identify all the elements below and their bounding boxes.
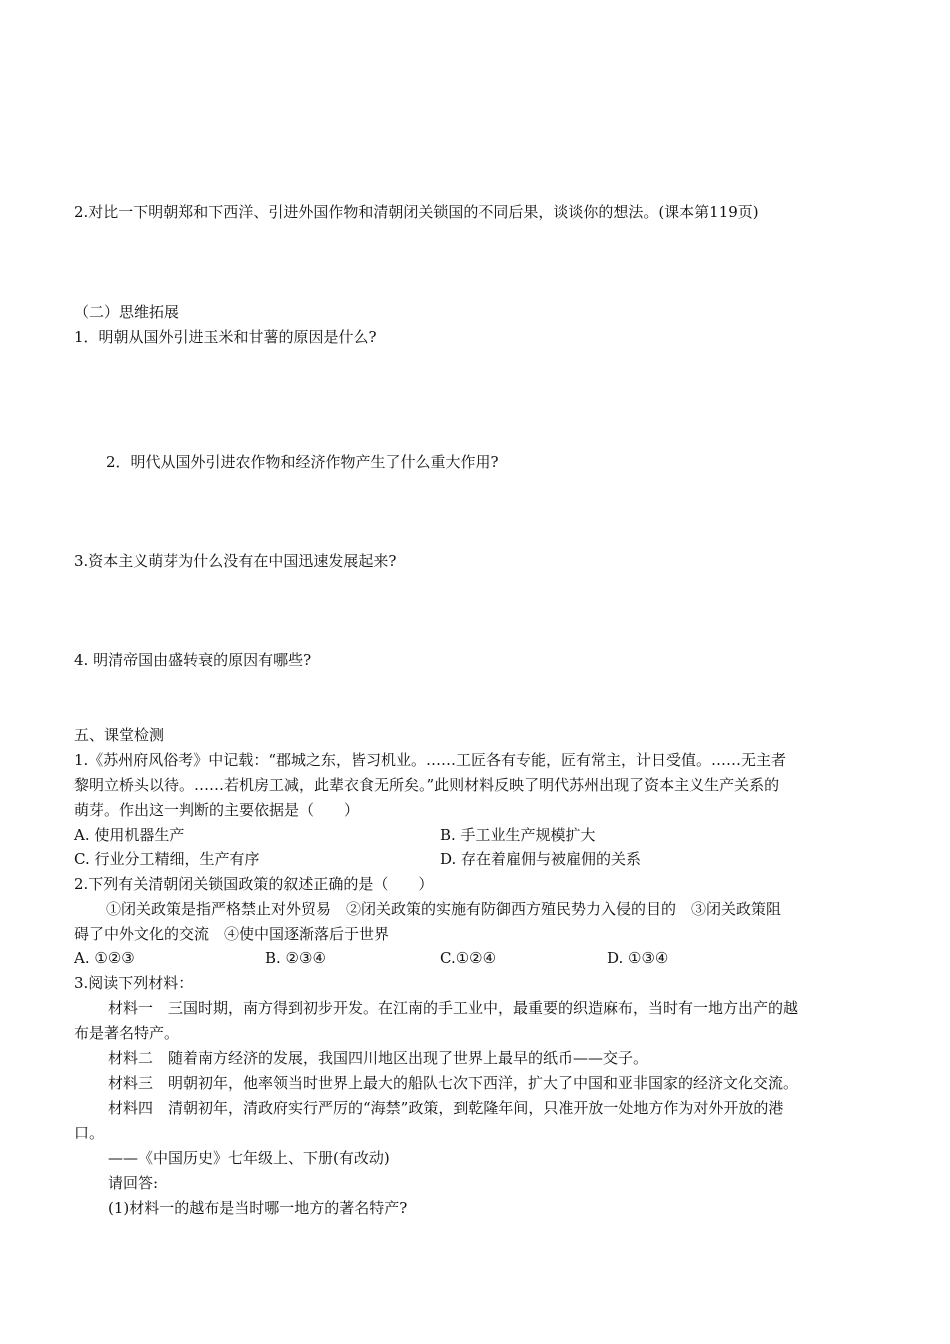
test-q2-items-line2: 碍了中外文化的交流 ④使中国逐渐落后于世界 (74, 925, 390, 943)
test-q1-option-a: A. 使用机器生产 (74, 826, 185, 844)
test-heading: 五、课堂检测 (74, 726, 165, 744)
extension-question-3: 3.资本主义萌芽为什么没有在中国迅速发展起来? (74, 552, 397, 570)
test-q3-source: ——《中国历史》七年级上、下册(有改动) (108, 1149, 390, 1167)
test-q1-option-b: B. 手工业生产规模扩大 (440, 826, 596, 844)
test-q1-option-c: C. 行业分工精细，生产有序 (74, 850, 260, 868)
test-q3-material-2: 材料二 随着南方经济的发展，我国四川地区出现了世界上最早的纸币——交子。 (108, 1049, 649, 1067)
reflection-question-2: 2.对比一下明朝郑和下西洋、引进外国作物和清朝闭关锁国的不同后果，谈谈你的想法。(课本第119页) (74, 203, 759, 221)
test-q1-stem-line3: 萌芽。作出这一判断的主要依据是（ ） (74, 801, 360, 819)
test-q3-material-1-line1: 材料一 三国时期，南方得到初步开发。在江南的手工业中，最重要的织造麻布，当时有一地方出产的越 (108, 999, 799, 1017)
test-q3-stem: 3.阅读下列材料： (74, 974, 194, 992)
extension-question-1: 1．明朝从国外引进玉米和甘薯的原因是什么? (74, 328, 377, 346)
extension-question-2: 2．明代从国外引进农作物和经济作物产生了什么重大作用? (106, 453, 499, 471)
test-q3-prompt: 请回答: (108, 1174, 159, 1192)
test-q3-material-1-line2: 布是著名特产。 (74, 1024, 180, 1042)
test-q2-option-d: D. ①③④ (607, 949, 669, 967)
test-q2-option-a: A. ①②③ (74, 949, 135, 967)
test-q2-option-b: B. ②③④ (265, 949, 326, 967)
test-q2-option-c: C.①②④ (440, 949, 497, 967)
test-q2-stem: 2.下列有关清朝闭关锁国政策的叙述正确的是（ ） (74, 875, 434, 893)
test-q1-option-d: D. 存在着雇佣与被雇佣的关系 (440, 850, 642, 868)
test-q3-material-4-line2: 口。 (74, 1124, 105, 1142)
test-q1-stem-line1: 1.《苏州府风俗考》中记载：“郡城之东，皆习机业。……工匠各有专能，匠有常主，计日受值。……无主者 (74, 751, 786, 769)
test-q3-material-4-line1: 材料四 清朝初年，清政府实行严厉的“海禁”政策，到乾隆年间，只准开放一处地方作为对外开放的港 (108, 1099, 784, 1117)
test-q2-items-line1: ①闭关政策是指严格禁止对外贸易 ②闭关政策的实施有防御西方殖民势力入侵的目的 ③闭关政策阻 (106, 900, 782, 918)
test-q1-stem-line2: 黎明立桥头以待。……若机房工减，此辈衣食无所矣。”此则材料反映了明代苏州出现了资本主义生产关系的 (74, 776, 780, 794)
extension-heading: （二）思维拓展 (74, 303, 180, 321)
test-q3-subquestion-1: (1)材料一的越布是当时哪一地方的著名特产? (108, 1199, 408, 1217)
test-q3-material-3: 材料三 明朝初年，他率领当时世界上最大的船队七次下西洋，扩大了中国和亚非国家的经济文化交流。 (108, 1074, 799, 1092)
extension-question-4: 4. 明清帝国由盛转衰的原因有哪些? (74, 651, 312, 669)
